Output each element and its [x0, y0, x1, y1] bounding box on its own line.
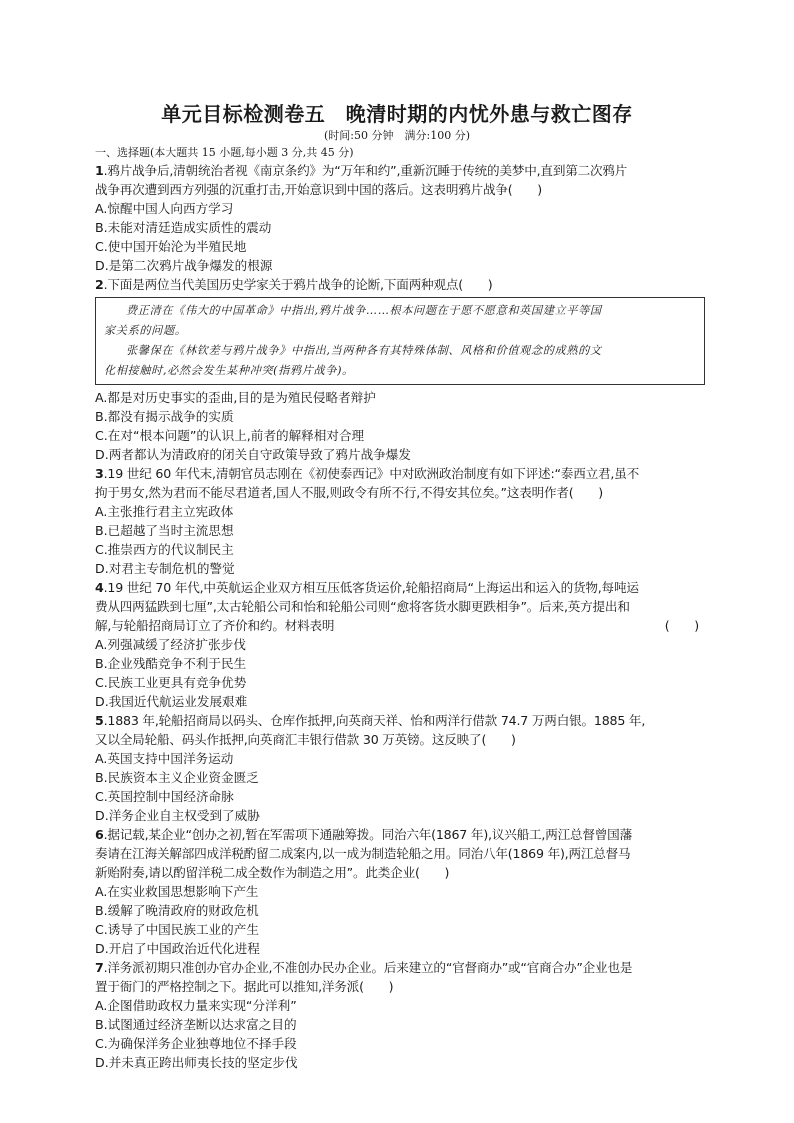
question-5	[95, 711, 705, 825]
option-b[interactable]: B.企业残酷竞争不利于民生	[95, 656, 247, 671]
quote-line: 化相接触时,必然会发生某种冲突(指鸦片战争)。	[104, 364, 354, 377]
question-number: 3	[95, 466, 104, 481]
question-number: 7	[95, 960, 104, 975]
option-c[interactable]: C.民族工业更具有竞争优势	[95, 675, 247, 690]
question-stem-line: 5.1883 年,轮船招商局以码头、仓库作抵押,向英商天祥、怡和两洋行借款 74.7 万两白银。1885 年,	[95, 713, 646, 728]
question-stem-line: 4.19 世纪 70 年代,中英航运企业双方相互压低客货运价,轮船招商局“上海运出和运入的货物,每吨运	[95, 580, 639, 595]
question-3	[95, 464, 705, 578]
option-c[interactable]: C.诱导了中国民族工业的产生	[95, 922, 259, 937]
option-a[interactable]: A.主张推行君主立宪政体	[95, 504, 234, 519]
option-a[interactable]: A.都是对历史事实的歪曲,目的是为殖民侵略者辩护	[95, 390, 376, 405]
option-a[interactable]: A.列强减缓了经济扩张步伐	[95, 637, 246, 652]
option-b[interactable]: B.缓解了晚清政府的财政危机	[95, 903, 259, 918]
option-d[interactable]: D.是第二次鸦片战争爆发的根源	[95, 258, 273, 273]
option-c[interactable]: C.英国控制中国经济命脉	[95, 789, 234, 804]
question-number: 1	[95, 163, 104, 178]
answer-blank: ( )	[664, 618, 699, 633]
question-list	[95, 161, 705, 1072]
option-b[interactable]: B.已超越了当时主流思想	[95, 523, 234, 538]
question-number: 2	[95, 277, 104, 292]
question-2	[95, 275, 705, 464]
question-stem-line: 又以全局轮船、码头作抵押,向英商汇丰银行借款 30 万英镑。这反映了( )	[95, 732, 516, 747]
question-number: 4	[95, 580, 104, 595]
question-number: 5	[95, 713, 104, 728]
question-number: 6	[95, 827, 104, 842]
option-b[interactable]: B.民族资本主义企业资金匮乏	[95, 770, 259, 785]
quote-box	[95, 297, 705, 385]
question-stem-line: 战争再次遭到西方列强的沉重打击,开始意识到中国的落后。这表明鸦片战争( )	[95, 182, 543, 197]
question-stem-line: 2.下面是两位当代美国历史学家关于鸦片战争的论断,下面两种观点( )	[95, 277, 493, 292]
question-1	[95, 161, 705, 275]
question-stem-line: 奏请在江海关解部四成洋税酌留二成案内,以一成为制造轮船之用。同治八年(1869 年),两江总督马	[95, 846, 631, 861]
option-c[interactable]: C.使中国开始沦为半殖民地	[95, 239, 247, 254]
option-c[interactable]: C.推崇西方的代议制民主	[95, 542, 234, 557]
option-c[interactable]: C.为确保洋务企业独尊地位不择手段	[95, 1036, 297, 1051]
option-b[interactable]: B.试图通过经济垄断以达求富之目的	[95, 1017, 297, 1032]
option-d[interactable]: D.并未真正跨出师夷长技的坚定步伐	[95, 1055, 298, 1070]
option-a[interactable]: A.英国支持中国洋务运动	[95, 751, 234, 766]
option-d[interactable]: D.两者都认为清政府的闭关自守政策导致了鸦片战争爆发	[95, 447, 411, 462]
option-d[interactable]: D.我国近代航运业发展艰难	[95, 694, 248, 709]
question-stem-line: 置于衙门的严格控制之下。据此可以推知,洋务派( )	[95, 979, 394, 994]
question-stem-line: 费从四两猛跌到七厘”,太古轮船公司和怡和轮船公司则“愈将客货水脚更跌相争”。后来,英方提出和	[95, 599, 630, 614]
question-stem-line: 7.洋务派初期只准创办官办企业,不准创办民办企业。后来建立的“官督商办”或“官商合办”企业也是	[95, 960, 633, 975]
question-stem-line: 1.鸦片战争后,清朝统治者视《南京条约》为“万年和约”,重新沉睡于传统的美梦中,直到第二次鸦片	[95, 163, 628, 178]
quote-line: 张馨保在《林钦差与鸦片战争》中指出,当两种各有其特殊体制、风格和价值观念的成熟的文	[126, 344, 602, 357]
option-d[interactable]: D.对君主专制危机的警觉	[95, 561, 235, 576]
exam-time-and-score: (时间:50 分钟 满分:100 分)	[324, 129, 470, 142]
question-7	[95, 958, 705, 1072]
option-a[interactable]: A.惊醒中国人向西方学习	[95, 201, 234, 216]
question-stem-line: 3.19 世纪 60 年代末,清朝官员志刚在《初使泰西记》中对欧洲政治制度有如下评述:“泰西立君,虽不	[95, 466, 639, 481]
quote-line: 家关系的问题。	[104, 324, 187, 337]
question-stem-line: 拘于男女,然为君而不能尽君道者,国人不服,则政令有所不行,不得安其位矣。”这表明作者( )	[95, 485, 604, 500]
section-heading: 一、选择题(本大题共 15 小题,每小题 3 分,共 45 分)	[95, 146, 354, 159]
option-b[interactable]: B.未能对清廷造成实质性的震动	[95, 220, 272, 235]
option-a[interactable]: A.企图借助政权力量来实现“分洋利”	[95, 998, 297, 1013]
quote-line: 费正清在《伟大的中国革命》中指出,鸦片战争……根本问题在于愿不愿意和英国建立平等国	[126, 304, 602, 317]
question-stem-line: 新贻附奏,请以酌留洋税二成全数作为制造之用”。此类企业( )	[95, 865, 450, 880]
option-b[interactable]: B.都没有揭示战争的实质	[95, 409, 234, 424]
question-stem-line: 6.据记载,某企业“创办之初,暂在军需项下通融筹拨。同治六年(1867 年),议兴船工,两江总督曾国藩	[95, 827, 632, 842]
question-6	[95, 825, 705, 958]
option-a[interactable]: A.在实业救国思想影响下产生	[95, 884, 259, 899]
question-4	[95, 578, 705, 711]
option-c[interactable]: C.在对“根本问题”的认识上,前者的解释相对合理	[95, 428, 365, 443]
option-d[interactable]: D.洋务企业自主权受到了威胁	[95, 808, 260, 823]
option-d[interactable]: D.开启了中国政治近代化进程	[95, 941, 260, 956]
page-title: 单元目标检测卷五 晚清时期的内忧外患与救亡图存	[161, 102, 633, 126]
question-stem-line: 解,与轮船招商局订立了齐价和约。材料表明 ( )	[95, 616, 705, 635]
